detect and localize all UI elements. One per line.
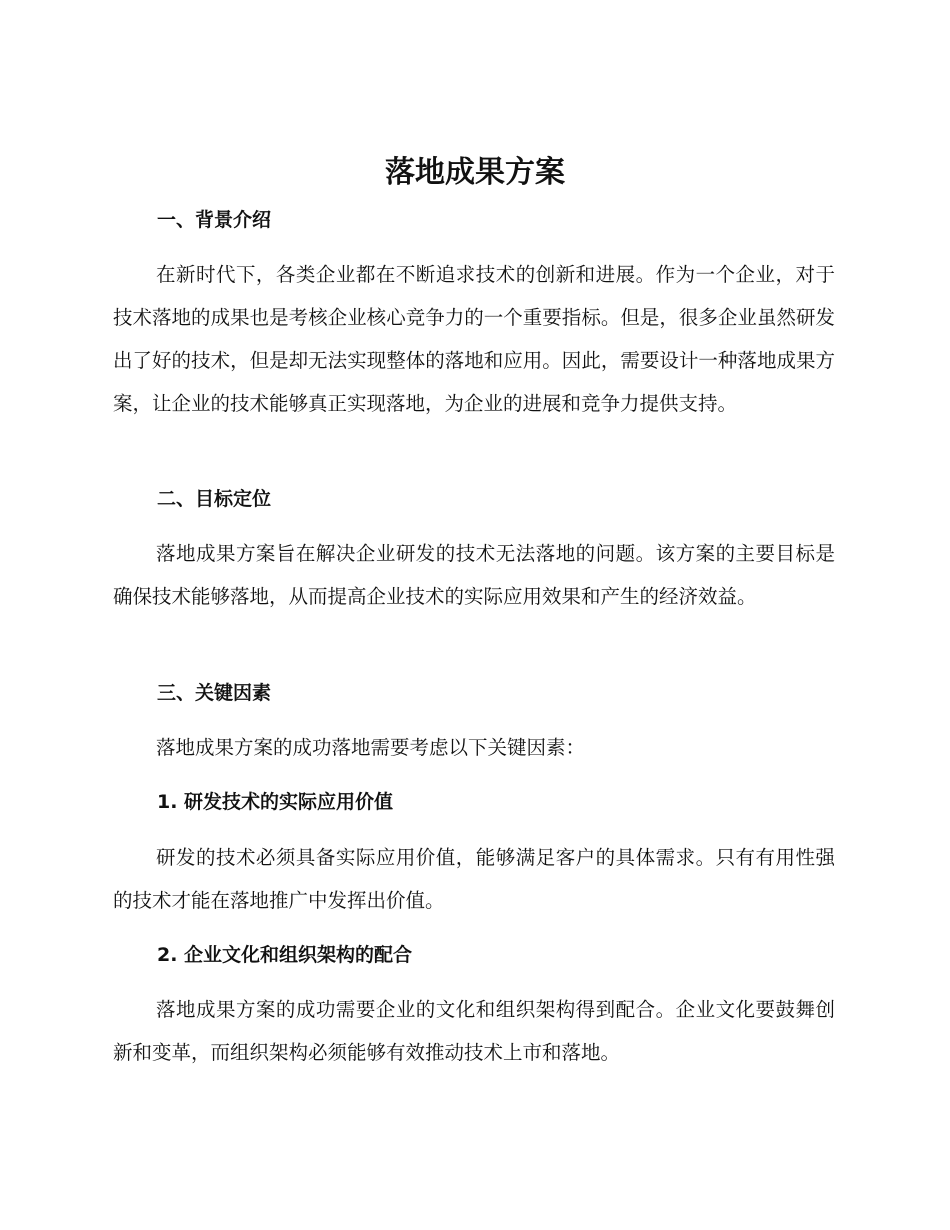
document-title: 落地成果方案	[385, 155, 565, 190]
section-heading-goal: 二、目标定位	[157, 488, 272, 510]
factor-heading-1: 1. 研发技术的实际应用价值	[157, 791, 394, 813]
factor-paragraph-1: 研发的技术必须具备实际应用价值，能够满足客户的具体需求。只有有用性强的技术才能在落地推广中发挥出价值。	[113, 846, 835, 912]
section-heading-key-factors: 三、关键因素	[157, 682, 272, 704]
factor-heading-2: 2. 企业文化和组织架构的配合	[157, 944, 413, 966]
factor-paragraph-2: 落地成果方案的成功需要企业的文化和组织架构得到配合。企业文化要鼓舞创新和变革，而组织架构必须能够有效推动技术上市和落地。	[113, 998, 835, 1064]
section-paragraph-background: 在新时代下，各类企业都在不断追求技术的创新和进展。作为一个企业，对于技术落地的成果也是考核企业核心竞争力的一个重要指标。但是，很多企业虽然研发出了好的技术，但是却无法实现整体的落地和应用。因此，需要设计一种落地成果方案，让企业的技术能够真正实现落地，为企业的进展和竞争力提供支持。	[113, 263, 835, 415]
section-paragraph-goal: 落地成果方案旨在解决企业研发的技术无法落地的问题。该方案的主要目标是确保技术能够落地，从而提高企业技术的实际应用效果和产生的经济效益。	[113, 542, 835, 608]
section-heading-background: 一、背景介绍	[157, 209, 272, 231]
section-paragraph-key-factors: 落地成果方案的成功落地需要考虑以下关键因素：	[156, 736, 586, 759]
